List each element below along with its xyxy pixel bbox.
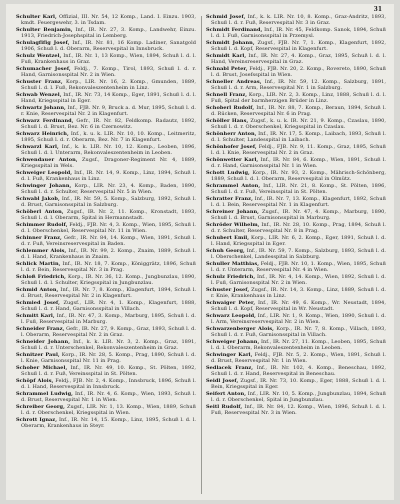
entry-name: Schlemmer Alois, — [16, 248, 67, 254]
list-entry — [16, 170, 196, 182]
entry-name: Schwarz Ferdinand, — [16, 118, 74, 124]
entry-name: Schwinger Johann, — [16, 183, 72, 189]
entry-name: Schmidt Karl, — [206, 53, 247, 59]
entry-details: Zugsf., FJB. Nr. 7, 1. Komp., Klagenfurt, 1892, Schuß l. d. Kopf, Reservespital in Klagenfurt. — [211, 40, 386, 53]
entry-details: Inf., LIR. Nr. 21, 8. Komp., St. Pölten, 1896, Schuß l. d. r. Fuß, Vereinsspital in St. Pölten. — [211, 183, 386, 196]
list-entry — [206, 40, 386, 52]
column-divider — [201, 16, 202, 494]
list-entry — [206, 66, 386, 78]
list-entry — [16, 53, 196, 65]
list-entry — [16, 287, 196, 299]
list-entry — [206, 352, 386, 364]
entry-details: Korp., IR. Nr. 93, 2. Komp., Mährisch-Schönberg, 1889, Schuß l. d. l. Oberarm, Reservespital in Olmütz. — [211, 170, 386, 183]
entry-details: Feldj., FJB. Nr. 9, 11. Komp., Graz, 1895, Schuß l. d. l. Knie, Reservespital Nr. 2 in Graz. — [211, 144, 386, 157]
entry-name: Schönherr Anton, — [206, 131, 257, 137]
list-entry — [16, 313, 196, 325]
entry-details: Korp., IR. Nr. 7, 8. Komp., Villach, 1893, Schuß l. d. r. Fuß, Garnisonsspital in Villach. — [211, 326, 386, 339]
list-entry — [16, 118, 196, 130]
entry-details: Zugsf., k. u. k. IR. Nr. 21, 9. Komp., Czaslau, 1890, Schuß l. d. r. Oberschenkel, Kriegsspital in Czaslau. — [211, 118, 386, 131]
list-entry — [206, 131, 386, 143]
entry-name: Schrammel Ludwig, — [16, 391, 73, 397]
entry-details: Feldj., FJB. Nr. 4, 3. Komp., Wien, 1895, Schuß l. d. l. Oberschenkel, Reservespital Nr. 11 in Wien. — [21, 222, 196, 235]
entry-name: Schöller Hans, — [206, 118, 249, 124]
list-entry — [206, 92, 386, 104]
entry-details: Feldj., FJB. Nr. 10, 1. Komp., Wien, 1895, Schuß l. d. r. Unterarm, Reservespital Nr. 4 in Wien. — [211, 261, 386, 274]
entry-name: Schwabl Jakob, — [16, 196, 60, 202]
entry-name: Seidl Josef, — [206, 378, 239, 384]
list-entry — [16, 144, 196, 156]
list-entry — [16, 92, 196, 104]
entry-name: Schrammel Anton, — [206, 183, 261, 189]
entry-name: Schneider Franz, — [16, 326, 65, 332]
right-column — [206, 14, 386, 498]
list-entry — [206, 27, 386, 39]
list-entry — [206, 300, 386, 312]
entry-name: Schubert Emil, — [206, 235, 250, 241]
list-entry — [16, 222, 196, 234]
list-entry — [16, 157, 196, 169]
entry-details: Inf., IR. Nr. 49, 6. Komp., Wr. Neustadt, 1894, Schuß l. d. Kopf, Reservespital in Wr. Neustadt. — [211, 300, 386, 313]
entry-details: Zugsf., Dragoner-Regiment Nr. 4, 1889, Kriegsspital in Wels. — [21, 157, 196, 170]
list-entry — [16, 66, 196, 78]
entry-name: Schröder Wilhelm, — [206, 222, 260, 228]
entry-details: Inf., IR. Nr. 4, 6. Komp., Wien, 1893, Schuß l. d. Brust, Reservespital Nr. 1 in Wien. — [21, 391, 196, 404]
list-entry — [16, 27, 196, 39]
entry-name: Schnitzer Paul, — [16, 352, 60, 358]
list-entry — [16, 105, 196, 117]
entry-name: Schmidt Johann, — [206, 40, 255, 46]
entry-name: Schwarzl Karl, — [16, 144, 59, 150]
entry-details: Inf., IR. Nr. 45, Feldkomp. Sanok, 1894, Schuß l. d. l. Fuß, Garnisonsspital in Przemysl. — [211, 27, 386, 40]
entry-details: Zugsf., LIR. Nr. 1, 13. Komp., Wien, 1889, Schuß l. d. r. Oberschenkel, Kriegsspital in Wien. — [21, 404, 196, 417]
entry-name: Schott Ludwig, — [206, 170, 250, 176]
list-entry — [206, 404, 386, 416]
entry-details: Inf., IR. Nr. 4, 14. Komp., Wien, 1892, Schuß l. d. l. Fuß, Garnisonsspital Nr. 2 in Wien. — [211, 274, 386, 287]
entry-name: Schulagfifig Josef, — [16, 40, 70, 46]
entry-name: Schreiber Georg, — [16, 404, 65, 410]
list-entry — [16, 417, 196, 429]
list-entry — [16, 14, 196, 26]
entry-details: Inf., k. k. LIR. Nr. 10, 12. Komp., Leoben, 1896, Schuß l. d. l. Unterarm, Rekonvaleszentenheim in Leoben. — [21, 144, 196, 157]
list-entry — [206, 118, 386, 130]
list-entry — [16, 300, 196, 312]
page-number: 31 — [373, 6, 382, 13]
entry-name: Schweiger Leopold, — [16, 170, 73, 176]
entry-details: Inf., IR. Nr. 47, 3. Komp., Marburg, 1895, Schuß l. d. l. Fuß, Reservespital in Marburg. — [21, 313, 196, 326]
entry-details: Korp., LIR. Nr. 2, 3. Komp., Linz, 1888, Schuß l. d. l. Fuß, Spital der barmherzigen Brüder in Linz. — [211, 92, 386, 105]
list-entry — [16, 391, 196, 403]
entry-details: Inf., IR. Nr. 59, 12. Komp., Salzburg, 1891, Schuß l. d. r. Arm, Reservespital Nr. 1 in Salzburg. — [211, 79, 386, 92]
entry-details: Inf., IR. Nr. 59, 7. Komp., Salzburg, 1893, Schuß l. d. l. Oberschenkel, Landesspital in Salzburg. — [211, 248, 386, 261]
entry-details: Korp., IR. Nr. 28, 5. Komp., Prag, 1890, Schuß l. d. l. Knie, Garnisonsspital Nr. 11 in Prag. — [21, 352, 196, 365]
entry-details: Zugsf., IR. Nr. 73, 10. Komp., Eger, 1888, Schuß l. d. l. Bein, Kriegsspital in Eger. — [211, 378, 386, 391]
list-entry — [16, 196, 196, 208]
entry-details: Inf., IR. Nr. 59, 5. Komp., Salzburg, 1892, Schuß l. d. Brust, Garnisonsspital in Salzburg. — [21, 196, 196, 209]
entry-name: Schöpf Alois, — [16, 378, 54, 384]
list-entry — [206, 144, 386, 156]
entry-name: Schratter Franz, — [206, 196, 253, 202]
entry-name: Schwartz Johann, — [16, 105, 66, 111]
entry-name: Sedlacek Franz, — [206, 365, 254, 371]
entry-details: Inf., k. k. LIR. Nr. 3, 2. Komp., Graz, 1891, Schuß l. d. r. Unterschenkel, Rekonvaleszentenheim in Graz. — [21, 339, 196, 352]
entry-name: Schrott Ignaz, — [16, 417, 57, 423]
list-entry — [206, 326, 386, 338]
entry-name: Schwendauer Anton, — [16, 157, 78, 163]
entry-name: Schuh Georg, — [206, 248, 245, 254]
list-entry — [206, 365, 386, 377]
entry-details: Inf., IR. Nr. 81, 16 Komp. Ladiner, Sanatgold 1906, Schuß l. d. Oberarm, Reservespital in Innsbruck. — [21, 40, 196, 53]
list-entry — [206, 287, 386, 299]
entry-name: Schöberl Anton, — [16, 209, 64, 215]
entry-name: Schloß Friedrich, — [16, 274, 66, 280]
entry-details: Korp., LIR. Nr. 16, 2. Komp., Gmunden, 1889, Schuß l. d. l. Fuß, Rekonvaleszentenheim in Linz. — [21, 79, 196, 92]
entry-name: Schulter Benjamin, — [16, 27, 73, 33]
entry-details: Inf., LIR. Nr. 10, 5. Komp., Jungbunzlau, 1894, Schuß l. d. r. Oberschenkel, Spital in Jungbunzlau. — [211, 391, 386, 404]
entry-name: Schreiner Johann, — [206, 209, 259, 215]
entry-name: Schuster Josef, — [206, 287, 250, 293]
entry-details: Inf., LIR. Nr. 1, 9. Komp., Wien, 1890, Schuß l. d. l. Arm, Vereinsreservespital Nr. 2 in Wien. — [211, 313, 386, 326]
list-entry — [16, 352, 196, 364]
list-entry — [16, 365, 196, 377]
entry-details: Gefr., IR. Nr. 27, 9. Komp., Graz, 1893, Schuß l. d. l. Oberarm, Reservespital Nr. 2 in Graz. — [21, 326, 196, 339]
list-entry — [16, 40, 196, 52]
entry-name: Schnell Franz, — [206, 92, 248, 98]
entry-name: Schneider Johann, — [16, 339, 70, 345]
entry-details: Feldj., FJB. Nr. 2, 4. Komp., Innsbruck, 1896, Schuß l. d. l. Hand, Reservespital in Innsbruck. — [21, 378, 196, 391]
entry-details: Inf., IR. Nr. 102, 4. Komp., Beneschau, 1892, Schuß l. d. r. Hand, Reservespital in Beneschau. — [211, 365, 386, 378]
list-entry — [16, 404, 196, 416]
list-entry — [16, 235, 196, 247]
list-entry — [16, 326, 196, 338]
entry-details: Korp., LIR. Nr. 23, 4. Komp., Baden, 1890, Schuß l. d. r. Schulter, Reservespital Nr. 5 in Wien. — [21, 183, 196, 196]
document-page — [6, 4, 394, 500]
list-entry — [206, 53, 386, 65]
entry-name: Schweiger Johann, — [206, 339, 260, 345]
entry-details: Inf., IR. Nr. 18, 7. Komp., Königgrätz, 1896, Schuß l. d. r. Bein, Reservespital Nr. 3 in Prag. — [21, 261, 196, 274]
entry-name: Schuster Franz, — [16, 79, 63, 85]
entry-name: Schmid Josef, — [206, 14, 246, 20]
entry-name: Schulz Wentzel, — [16, 53, 62, 59]
entry-details: Gefr., IR. Nr. 84, 14. Komp., Wien, 1891, Schuß l. d. r. Fuß, Vereinsreservespital in Baden. — [21, 235, 196, 248]
entry-details: Inf., IR. Nr. 28, 10. Komp., Prag, 1894, Schuß l. d. r. Schulter, Reservespital Nr. 8 in Prag. — [211, 222, 386, 235]
entry-name: Seifert Anton, — [206, 391, 246, 397]
list-entry — [206, 261, 386, 273]
entry-details: Korp., IR. Nr. 36, 12. Komp., Jungbunzlau, 1890, Schuß l. d. l. Schulter, Kriegsspital in Jungbunzlau. — [21, 274, 196, 287]
list-entry — [206, 170, 386, 182]
entry-name: Schulz Friedrich, — [206, 274, 256, 280]
entry-details: Zugsf., IR. Nr. 2, 11. Komp., Kronstadt, 1893, Schuß l. d. l. Oberarm, Spital in Hermannstadt. — [21, 209, 196, 222]
list-entry — [206, 196, 386, 208]
entry-name: Schinner Franz, — [16, 235, 62, 241]
list-entry — [16, 378, 196, 390]
entry-details: Zugsf., IR. Nr. 14, 3. Komp., Linz, 1889, Schuß l. d. r. Knie, Krankenhaus in Linz. — [211, 287, 386, 300]
entry-name: Schimmer Rudolf, — [16, 222, 68, 228]
entry-details: Inf., IR. Nr. 84, 12. Komp., Wien, 1896, Schuß l. d. l. Fuß, Reservespital Nr. 3 in Wien. — [211, 404, 386, 417]
list-entry — [206, 14, 386, 26]
entry-name: Schwarz Heinrich, — [16, 131, 69, 137]
list-entry — [206, 248, 386, 260]
list-entry — [206, 157, 386, 169]
entry-details: Inf., FJB. Nr. 9, Bruck a. d. Mur, 1895, Schuß l. d. r. Knie, Reservespital Nr. 2 in Klagenfurt. — [21, 105, 196, 118]
entry-details: Inf., IR. Nr. 27, 4. Komp., Graz, 1895, Schuß l. d. l. Hand, Vereinsreservespital in Graz. — [211, 53, 386, 66]
entry-name: Schönhofer Josef, — [206, 144, 257, 150]
entry-details: Inf., IR. Nr. 84, 6. Komp., Wien, 1891, Schuß l. d. r. Hand, Garnisonsspital Nr. 1 in Wien. — [211, 157, 386, 170]
entry-name: Schlick Martin, — [16, 261, 61, 267]
list-entry — [16, 183, 196, 195]
entry-details: Korp., LIR. Nr. 6, 2. Komp., Eger, 1891, Schuß l. d. l. Hand, Kriegsspital in Eger. — [211, 235, 386, 248]
entry-name: Schneller Andreas, — [206, 79, 262, 85]
list-entry — [206, 274, 386, 286]
entry-name: Schmitt Karl, — [16, 313, 55, 319]
list-entry — [206, 378, 386, 390]
list-entry — [206, 209, 386, 221]
entry-details: Inf., IR. Nr. 14, 15. Komp., Linz, 1895, Schuß l. d. l. Oberarm, Krankenhaus in Steyr. — [21, 417, 196, 430]
entry-details: Offizial, III. Nr. 54, 12 Komp., Land. I. Einzu. 1903, kmdt. Feuergewehr, 3. in Tsdam. — [21, 14, 196, 27]
entry-details: Zugsf., LIR. Nr. 4, 1. Komp., Klagenfurt, 1888, Schuß l. d. r. Hand, Garnisonsspital in Villach. — [21, 300, 196, 313]
entry-name: Schober Michael, — [16, 365, 68, 371]
list-entry — [16, 79, 196, 91]
entry-name: Schwinger Karl, — [206, 352, 253, 358]
entry-details: Inf., IR. Nr. 88, 7. Komp., Beraun, 1894, Schuß l. d. Rücken, Reservespital Nr. 6 in Prag. — [211, 105, 386, 118]
entry-details: Inf., k. k. LIR. Nr. 10, 8. Komp., Graz-Andritz, 1893, Schuß l. d. r. Fuß, Reservespital Nr. 3 in Graz. — [211, 14, 386, 27]
list-entry — [206, 105, 386, 117]
entry-name: Schwaiger Peter, — [206, 300, 256, 306]
list-entry — [16, 131, 196, 143]
entry-name: Schmidt Ferdinand, — [206, 27, 263, 33]
entry-name: Schönwetter Karl, — [206, 157, 259, 163]
entry-name: Schulter Karl, — [16, 14, 57, 20]
entry-name: Schuller Matthias, — [206, 261, 259, 267]
entry-details: Zugsf., IR. Nr. 47, 4. Komp., Marburg, 1890, Schuß l. d. Brust, Garnisonsspital in Marburg. — [211, 209, 386, 222]
entry-name: Schwab Wenzel, — [16, 92, 62, 98]
entry-name: Schmied Josef, — [16, 300, 60, 306]
list-entry — [16, 339, 196, 351]
list-entry — [206, 183, 386, 195]
list-entry — [206, 235, 386, 247]
entry-details: Inf., k. u. k. LIR. Nr. 10, 10. Komp., Leitmeritz, 1895, Schuß l. d. r. Oberarm, Bez. Nr. 7 in Klagenfurt. — [21, 131, 196, 144]
entry-details: Inf., IR. Nr. 7, 13. Komp., Klagenfurt, 1892, Schuß l. d. l. Bein, Reservespital Nr. 1 in Klagenfurt. — [211, 196, 386, 209]
left-column — [16, 14, 196, 498]
entry-details: Inf., IR. Nr. 73, 14 Komp., Eger, 1891, Schuß l. d. l. Hand, Kriegsspital in Eger. — [21, 92, 196, 105]
entry-details: Inf., IR. Nr. 1, 13 Komp., Wien, 1894, Schuß l. d. l. Fuß, Krankenhaus in Graz. — [21, 53, 196, 66]
entry-name: Schoberl Rudolf, — [206, 105, 255, 111]
list-entry — [16, 209, 196, 221]
list-entry — [206, 79, 386, 91]
entry-details: Inf., IR. Nr. 17, 5. Komp., Laibach, 1893, Schuß l. d. l. Schulter, Landesspital in Laibach. — [211, 131, 386, 144]
entry-details: Feldj., FJB. Nr. 5, 2. Komp., Wien, 1891, Schuß l. d. Brust, Reservespital Nr. 1 in Wien. — [211, 352, 386, 365]
list-entry — [16, 274, 196, 286]
list-entry — [16, 261, 196, 273]
entry-details: Feldj., 7. Komp., Tirol, 1893, Schuß l. d. r. Hand, Garnisonsspital Nr. 2 in Wien. — [21, 66, 196, 79]
entry-name: Schumacher Josef, — [16, 66, 71, 72]
entry-name: Seitl Rudolf, — [206, 404, 243, 410]
entry-details: Inf., IR. Nr. 27, 11. Komp., Leoben, 1895, Schuß l. d. l. Oberarm, Rekonvaleszentenheim in Leoben. — [211, 339, 386, 352]
entry-name: Schwarz Leopold, — [206, 313, 256, 319]
entry-details: Feldj., FJB. Nr. 20, 2. Komp., Rovereto, 1890, Schuß l. d. Brust, Josefsspital in Wien. — [211, 66, 386, 79]
entry-details: Inf., IR. Nr. 49, 10. Komp., St. Pölten, 1892, Schuß l. d. r. Fuß, Vereinsspital in St. Pölten. — [21, 365, 196, 378]
entry-name: Schwarzenberger Alois, — [206, 326, 274, 332]
list-entry — [206, 222, 386, 234]
entry-name: Schnabl Peter, — [206, 66, 248, 72]
list-entry — [206, 313, 386, 325]
entry-name: Schmid Anton, — [16, 287, 59, 293]
entry-details: Gefr., IR. Nr. 82, Feldkomp. Radautz, 1892, Schuß l. d. Brust, Bez. Nr. 6 in Czernowitz. — [21, 118, 196, 131]
list-entry — [206, 391, 386, 403]
entry-details: Inf., IR. Nr. 99, 2. Komp., Znaim, 1889, Schuß l. d. l. Hand, Krankenhaus in Znaim. — [21, 248, 196, 261]
entry-details: Inf., IR. Nr. 14, 9. Komp., Linz, 1894, Schuß l. d. l. Fuß, Krankenhaus in Linz. — [21, 170, 196, 183]
entry-details: Inf., IR. Nr. 7, 8. Komp., Klagenfurt, 1894, Schuß l. d. Brust, Reservespital Nr. 2 in Klagenfurt. — [21, 287, 196, 300]
list-entry — [16, 248, 196, 260]
entry-details: Inf., IR. Nr. 27, 3. Komp., Landwehr, Einzu. 1913, Friedrich-Josephspital in Lemberg. — [21, 27, 196, 40]
list-entry — [206, 339, 386, 351]
